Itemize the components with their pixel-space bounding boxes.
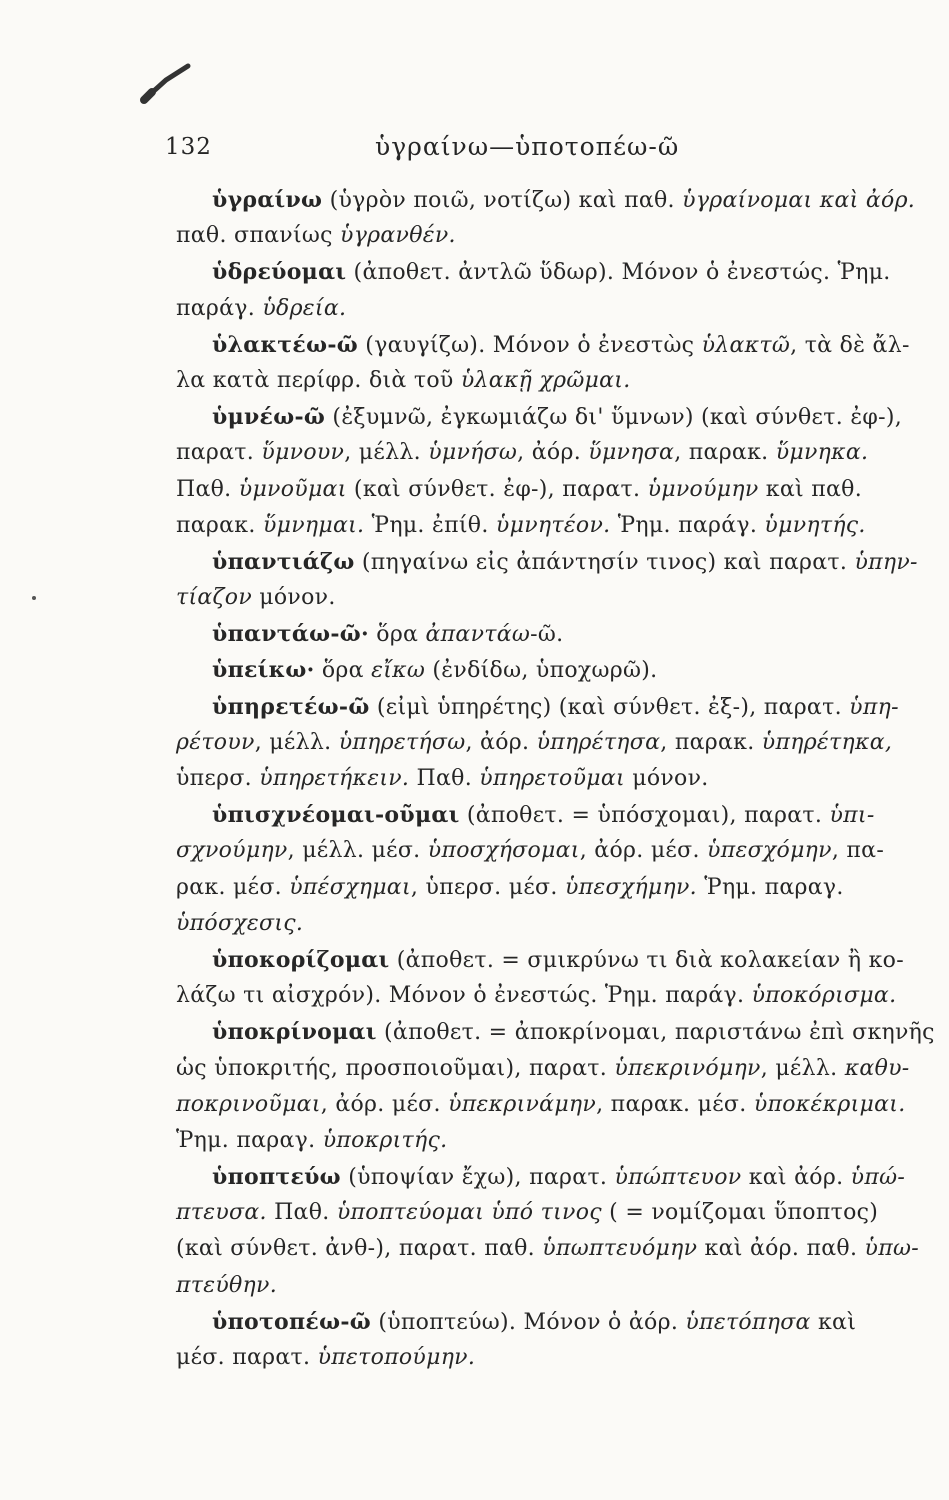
- line-text: μέσ. παρατ.: [176, 1345, 318, 1370]
- line-text: , μέλλ.: [760, 1055, 845, 1081]
- line-text: (ἀποθετ. ἀντλῶ ὕδωρ). Μόνον ὁ ἐνεστώς. Ῥημ.: [346, 260, 891, 286]
- line-text: Παθ.: [176, 476, 239, 502]
- italic-form: ὕμνηκα.: [775, 440, 869, 466]
- italic-form: τίαζον: [176, 585, 252, 611]
- headword: ὑποκρίνομαι: [212, 1019, 377, 1046]
- line-text: , παρακ. μέσ.: [596, 1091, 754, 1117]
- italic-form: ὑπόσχεσις.: [176, 910, 304, 936]
- line-text: μόνον.: [252, 585, 336, 611]
- italic-form: ὑποσχήσομαι: [427, 838, 580, 864]
- headword: ὑποτοπέω-ῶ: [212, 1308, 372, 1335]
- headword: ὑμνέω-ῶ: [212, 404, 326, 431]
- italic-form: ὑπωπτευόμην: [542, 1236, 698, 1262]
- line-text: Ῥημ. ἐπίθ.: [364, 512, 496, 538]
- italic-form: ὑπεκρινόμην: [614, 1055, 761, 1081]
- italic-form: πτευσα.: [176, 1200, 267, 1226]
- line-text: (καὶ σύνθετ. ἐφ-), παρατ.: [346, 476, 648, 502]
- italic-form: ὕμνησα: [588, 440, 675, 466]
- running-head: ὑγραίνω—ὑποτοπέω-ῶ: [375, 132, 680, 161]
- italic-form: ὑμνοῦμαι: [238, 476, 347, 502]
- text-line: [176, 544, 916, 580]
- text-line: [176, 1159, 916, 1195]
- line-text: (ἐνδίδω, ὑποχωρῶ).: [425, 658, 658, 684]
- text-line: [176, 616, 916, 652]
- headword: ὑδρεύομαι: [212, 259, 347, 286]
- italic-form: καθυ-: [844, 1055, 910, 1081]
- line-text: (ὑποπτεύω). Μόνον ὁ ἀόρ.: [371, 1309, 686, 1335]
- text-line: [176, 363, 916, 399]
- page-number: 132: [165, 134, 212, 160]
- line-text: ὡς ὑποκριτής, προσποιοῦμαι), παρατ.: [176, 1055, 615, 1081]
- text-line: [176, 580, 916, 616]
- text-line: [176, 1087, 916, 1123]
- text-line: [176, 1231, 919, 1267]
- line-text: , μέλλ.: [254, 729, 339, 755]
- line-text: Παθ.: [409, 766, 480, 791]
- italic-form: ὑμνητέον.: [495, 512, 611, 538]
- line-text: (γαυγίζω). Μόνον ὁ ἐνεστὼς: [358, 332, 702, 358]
- text-line: [176, 472, 916, 508]
- italic-form: ὑπετοπούμην.: [317, 1345, 476, 1370]
- text-line: [176, 870, 916, 906]
- italic-form: ὑπω-: [864, 1236, 919, 1262]
- text-line: [176, 218, 916, 254]
- text-line: [176, 1051, 916, 1087]
- headword: ὑποκορίζομαι: [212, 946, 390, 973]
- text-line: [176, 652, 916, 688]
- italic-form: ἀπαντάω: [425, 622, 531, 648]
- text-line: [176, 254, 916, 290]
- text-line: [176, 1123, 916, 1159]
- text-line: [176, 906, 916, 942]
- line-text: (πηγαίνω εἰς ἀπάντησίν τινος) καὶ παρατ.: [354, 549, 855, 575]
- italic-form: ὑποκέκριμαι.: [753, 1091, 906, 1117]
- headword: ὑπηρετέω-ῶ: [212, 693, 370, 720]
- italic-form: ὑπηρέτηκα,: [761, 729, 893, 755]
- line-text: (εἰμὶ ὑπηρέτης) (καὶ σύνθετ. ἐξ-), παρατ.: [369, 694, 850, 720]
- italic-form: ὑμνούμην: [647, 476, 759, 502]
- line-text: λάζω τι αἰσχρόν). Μόνον ὁ ἐνεστώς. Ῥημ. παράγ.: [176, 983, 752, 1009]
- text-line: [176, 399, 916, 435]
- text-line: [176, 761, 916, 797]
- line-text: , μέλλ.: [344, 440, 429, 466]
- headword: ὑπαντιάζω: [212, 548, 355, 575]
- line-text: , παρακ.: [674, 440, 776, 466]
- line-text: μόνον.: [624, 766, 709, 791]
- line-text: καὶ ἀόρ.: [741, 1165, 851, 1191]
- line-text: παράγ.: [176, 295, 263, 321]
- line-text: , μέλλ. μέσ.: [287, 838, 428, 864]
- italic-form: ὑπεκρινάμην: [448, 1091, 597, 1117]
- italic-form: ὑπώπτευον: [614, 1165, 742, 1191]
- line-text: παθ. σπανίως: [176, 223, 341, 249]
- italic-form: ὕμνουν: [261, 440, 345, 466]
- line-text: , ὑπερσ. μέσ.: [410, 874, 565, 900]
- line-text: ( = νομίζομαι ὕποπτος): [601, 1200, 879, 1226]
- text-line: [176, 435, 916, 471]
- line-text: Ῥημ. παραγ.: [696, 874, 844, 900]
- text-line: [176, 327, 916, 363]
- line-text: , παρακ.: [660, 729, 762, 755]
- text-line: [176, 1195, 916, 1231]
- text-line: [176, 689, 916, 725]
- text-line: [176, 1304, 916, 1340]
- italic-form: ὑπην-: [854, 549, 918, 575]
- line-text: Ῥημ. παραγ.: [176, 1127, 323, 1153]
- italic-form: ὑπετόπησα: [685, 1309, 811, 1335]
- line-text: ὑπερσ.: [176, 766, 260, 791]
- line-text: (καὶ σύνθετ. ἀνθ-), παρατ. παθ.: [176, 1236, 543, 1262]
- line-text: , ἀόρ.: [517, 440, 589, 466]
- headword: ὑγραίνω: [212, 187, 323, 213]
- italic-form: ὑλακτῶ: [701, 332, 791, 358]
- line-text: ρακ. μέσ.: [176, 874, 290, 900]
- line-text: Παθ.: [266, 1200, 337, 1226]
- pencil-mark-icon: [138, 62, 198, 104]
- italic-form: ὑπι-: [829, 803, 875, 829]
- italic-form: ὑπηρέτησα: [536, 729, 661, 755]
- line-text: , πα-: [831, 838, 885, 864]
- headword: ὑποπτεύω: [212, 1164, 341, 1191]
- text-line: [176, 725, 916, 761]
- headword: ὑλακτέω-ῶ: [212, 331, 359, 358]
- stray-dot: [32, 596, 36, 600]
- italic-form: ὑλακῇ χρῶμαι.: [460, 367, 631, 393]
- line-text: , ἀόρ. μέσ.: [579, 838, 708, 864]
- text-line: [176, 833, 916, 869]
- italic-form: σχνούμην: [176, 838, 288, 864]
- line-text: , ἀόρ. μέσ.: [320, 1091, 449, 1117]
- text-line: [176, 1268, 916, 1304]
- italic-form: ὑποπτεύομαι ὑπό τινος: [336, 1200, 602, 1226]
- line-text: (ὑποψίαν ἔχω), παρατ.: [340, 1165, 615, 1191]
- italic-form: ὑγρανθέν.: [340, 223, 456, 249]
- italic-form: ὑπηρετήσω: [338, 729, 466, 755]
- italic-form: ρέτουν: [176, 729, 255, 755]
- italic-form: ὑποκόρισμα.: [751, 983, 897, 1009]
- italic-form: ὑπώ-: [850, 1165, 906, 1191]
- text-line: [176, 182, 916, 218]
- text-line: [176, 942, 916, 978]
- line-text: (ἀποθετ. = σμικρύνω τι διὰ κολακείαν ἢ κο-: [389, 947, 904, 973]
- italic-form: ὑμνήσω: [428, 440, 518, 466]
- italic-form: ὑπηρετήκειν.: [259, 766, 410, 791]
- line-text: ὅρα: [368, 622, 426, 648]
- italic-form: ὑπεσχήμην.: [564, 874, 697, 900]
- italic-form: πτεύθην.: [176, 1272, 278, 1298]
- italic-form: ὑπεσχόμην: [707, 838, 832, 864]
- line-text: (ἀποθετ. = ἀποκρίνομαι, παριστάνω ἐπὶ σκηνῆς: [376, 1020, 935, 1046]
- line-text: (ὑγρὸν ποιῶ, νοτίζω) καὶ παθ.: [322, 188, 683, 213]
- italic-form: ὑδρεία.: [262, 295, 347, 321]
- headword: ὑπισχνέομαι-οῦμαι: [212, 802, 460, 829]
- line-text: Ῥημ. παράγ.: [610, 512, 765, 538]
- line-text: (ἀποθετ. = ὑπόσχομαι), παρατ.: [459, 803, 830, 829]
- italic-form: ὑμνητής.: [764, 512, 866, 538]
- italic-form: εἴκω: [371, 658, 426, 684]
- text-line: [176, 1340, 916, 1376]
- line-text: ὅρα: [314, 658, 372, 684]
- italic-form: ὑπη-: [849, 694, 899, 720]
- line-text: , τὰ δὲ ἄλ-: [790, 332, 910, 358]
- italic-form: ποκρινοῦμαι: [176, 1091, 321, 1117]
- italic-form: ὑπέσχημαι: [289, 874, 411, 900]
- dictionary-entries: [176, 182, 935, 1376]
- text-line: [176, 978, 916, 1014]
- text-line: [176, 508, 916, 544]
- line-text: καὶ: [810, 1309, 857, 1335]
- italic-form: ὕμνημαι.: [262, 512, 365, 538]
- text-line: [176, 291, 916, 327]
- text-line: [176, 797, 916, 833]
- line-text: παρατ.: [176, 440, 262, 466]
- italic-form: ὑγραίνομαι καὶ ἀόρ.: [682, 188, 916, 213]
- text-line: [176, 1014, 935, 1050]
- line-text: , ἀόρ.: [465, 729, 537, 755]
- line-text: (ἐξυμνῶ, ἐγκωμιάζω δι' ὕμνων) (καὶ σύνθετ. ἐφ-),: [325, 405, 903, 431]
- italic-form: ὑποκριτής.: [322, 1127, 448, 1153]
- line-text: καὶ ἀόρ. παθ.: [697, 1236, 865, 1262]
- line-text: καὶ παθ.: [758, 476, 862, 502]
- italic-form: ὑπηρετοῦμαι: [479, 766, 625, 791]
- page-header: [165, 128, 765, 168]
- line-text: -ῶ.: [530, 622, 564, 648]
- line-text: παρακ.: [176, 512, 263, 538]
- headword: ὑπαντάω-ῶ·: [212, 621, 369, 648]
- headword: ὑπείκω·: [212, 657, 315, 684]
- line-text: λα κατὰ περίφρ. διὰ τοῦ: [176, 367, 461, 393]
